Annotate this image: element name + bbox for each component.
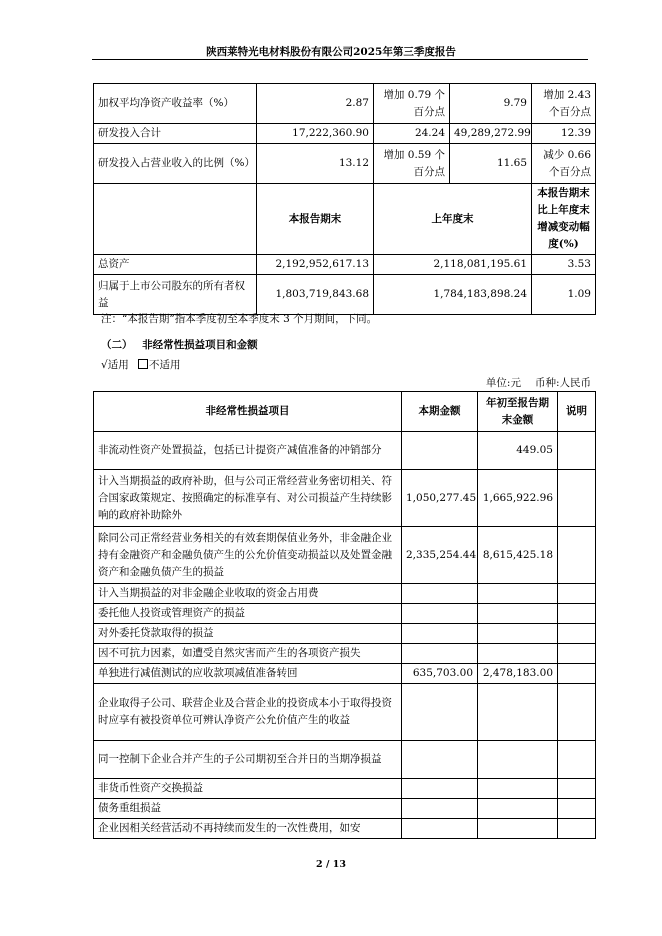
table-row: [94, 124, 596, 144]
unit-line: [486, 375, 591, 390]
subheader-period-end: 本报告期末: [257, 184, 374, 255]
header-ytd: 年初至报告期末金额: [478, 392, 558, 432]
row-item: 对外委托贷款取得的损益: [94, 624, 402, 644]
table-row: [94, 584, 596, 604]
cell-current: 2,335,254.44: [402, 527, 478, 584]
header-current: 本期金额: [402, 392, 478, 432]
row-item: 单独进行减值测试的应收款项减值准备转回: [94, 664, 402, 684]
cell-current: [402, 799, 478, 819]
cell-value: 2,192,952,617.13: [257, 255, 374, 275]
table-row: [94, 432, 596, 470]
cell-current: [402, 684, 478, 741]
cell-current: [402, 819, 478, 839]
table-note: 注：“本报告期”指本季度初至本季度末 3 个月期间，下同。: [101, 313, 378, 325]
cell-note: [558, 799, 596, 819]
cell-ytd: 449.05: [478, 432, 558, 470]
cell-current: [402, 584, 478, 604]
cell-value: 3.53: [532, 255, 596, 275]
section-heading: [101, 337, 258, 352]
cell-note: [558, 470, 596, 527]
cell-current: [402, 779, 478, 799]
row-label: 加权平均净资产收益率（%）: [94, 84, 257, 124]
table-row: [94, 144, 596, 184]
cell-note: [558, 741, 596, 779]
table-row: [94, 799, 596, 819]
table-row: [94, 470, 596, 527]
cell-value: 2,118,081,195.61: [374, 255, 532, 275]
row-item: 因不可抗力因素，如遭受自然灾害而产生的各项资产损失: [94, 644, 402, 664]
cell-ytd: [478, 604, 558, 624]
cell-ytd: [478, 684, 558, 741]
table-row: [94, 779, 596, 799]
cell-value: 11.65: [450, 144, 532, 184]
cell-ytd: [478, 799, 558, 819]
cell-current: [402, 624, 478, 644]
cell-value: 2.87: [257, 84, 374, 124]
row-item: 除同公司正常经营业务相关的有效套期保值业务外，非金融企业持有金融资产和金融负债产生的公允价值变动损益以及处置金融资产和金融负债产生的损益: [94, 527, 402, 584]
header-item: 非经常性损益项目: [94, 392, 402, 432]
row-item: 非流动性资产处置损益，包括已计提资产减值准备的冲销部分: [94, 432, 402, 470]
unit-label: 单位:元: [485, 377, 521, 389]
cell-current: 635,703.00: [402, 664, 478, 684]
cell-ytd: [478, 779, 558, 799]
table-row: [94, 255, 596, 275]
cell-ytd: [478, 741, 558, 779]
cell-ytd: [478, 584, 558, 604]
cell-value: 增加 0.59 个百分点: [374, 144, 450, 184]
cell-current: [402, 604, 478, 624]
cell-value: 49,289,272.99: [450, 124, 532, 144]
cell-value: 12.39: [532, 124, 596, 144]
currency-label: 币种:人民币: [534, 377, 591, 389]
cell-note: [558, 604, 596, 624]
cell-ytd: [478, 819, 558, 839]
cell-ytd: 1,665,922.96: [478, 470, 558, 527]
header-divider: [92, 59, 588, 60]
applicability-line: [101, 357, 181, 372]
cell-value: 1.09: [532, 275, 596, 315]
row-item: 计入当期损益的对非金融企业收取的资金占用费: [94, 584, 402, 604]
table-row: [94, 275, 596, 315]
cell-ytd: 2,478,183.00: [478, 664, 558, 684]
row-label: 总资产: [94, 255, 257, 275]
cell-note: [558, 779, 596, 799]
cell-value: 减少 0.66 个百分点: [532, 144, 596, 184]
cell-note: [558, 664, 596, 684]
cell-note: [558, 432, 596, 470]
empty-checkbox-icon: [138, 359, 148, 369]
applicable-label: 适用: [107, 359, 129, 371]
table-row: [94, 684, 596, 741]
check-mark-icon: √: [101, 359, 108, 371]
subheader-prior-year-end: 上年度末: [374, 184, 532, 255]
table-row: [94, 527, 596, 584]
section-title: 非经常性损益项目和金额: [142, 339, 258, 351]
row-item: 债务重组损益: [94, 799, 402, 819]
cell-value: 13.12: [257, 144, 374, 184]
table-header-row: [94, 392, 596, 432]
cell-value: 17,222,360.90: [257, 124, 374, 144]
table-row: [94, 664, 596, 684]
cell-note: [558, 819, 596, 839]
cell-value: 24.24: [374, 124, 450, 144]
row-item: 计入当期损益的政府补助，但与公司正常经营业务密切相关、符合国家政策规定、按照确定的标准享有、对公司损益产生持续影响的政府补助除外: [94, 470, 402, 527]
row-item: 企业取得子公司、联营企业及合营企业的投资成本小于取得投资时应享有被投资单位可辨认净资产公允价值产生的收益: [94, 684, 402, 741]
cell-value: 1,803,719,843.68: [257, 275, 374, 315]
table-subheader-row: [94, 184, 596, 255]
cell-value: 1,784,183,898.24: [374, 275, 532, 315]
cell-ytd: [478, 644, 558, 664]
not-applicable-label: 不适用: [149, 359, 181, 371]
table-row: [94, 84, 596, 124]
row-item: 委托他人投资或管理资产的损益: [94, 604, 402, 624]
row-item: 同一控制下企业合并产生的子公司期初至合并日的当期净损益: [94, 741, 402, 779]
cell-note: [558, 624, 596, 644]
cell-ytd: [478, 624, 558, 644]
table-row: [94, 604, 596, 624]
table-row: [94, 819, 596, 839]
header-note: 说明: [558, 392, 596, 432]
cell-value: 9.79: [450, 84, 532, 124]
row-label: 研发投入合计: [94, 124, 257, 144]
row-label: 归属于上市公司股东的所有者权益: [94, 275, 257, 315]
cell-current: [402, 432, 478, 470]
cell-current: 1,050,277.45: [402, 470, 478, 527]
cell-current: [402, 644, 478, 664]
non-recurring-items-table: [93, 391, 596, 839]
row-item: 非货币性资产交换损益: [94, 779, 402, 799]
row-label: 研发投入占营业收入的比例（%）: [94, 144, 257, 184]
cell-note: [558, 684, 596, 741]
page-header-title: 陕西莱特光电材料股份有限公司2025年第三季度报告: [206, 46, 456, 58]
subheader-change: 本报告期末比上年度末增减变动幅度(%): [532, 184, 596, 255]
page-number: 2 / 13: [316, 859, 346, 870]
cell-note: [558, 584, 596, 604]
cell-note: [558, 644, 596, 664]
cell-value: 增加 2.43 个百分点: [532, 84, 596, 124]
table-row: [94, 741, 596, 779]
section-number: （二）: [101, 339, 133, 351]
row-item: 企业因相关经营活动不再持续而发生的一次性费用，如安: [94, 819, 402, 839]
table-row: [94, 644, 596, 664]
financial-indicators-table: [93, 83, 596, 315]
cell-note: [558, 527, 596, 584]
cell-ytd: 8,615,425.18: [478, 527, 558, 584]
cell-value: 增加 0.79 个百分点: [374, 84, 450, 124]
cell-current: [402, 741, 478, 779]
table-row: [94, 624, 596, 644]
